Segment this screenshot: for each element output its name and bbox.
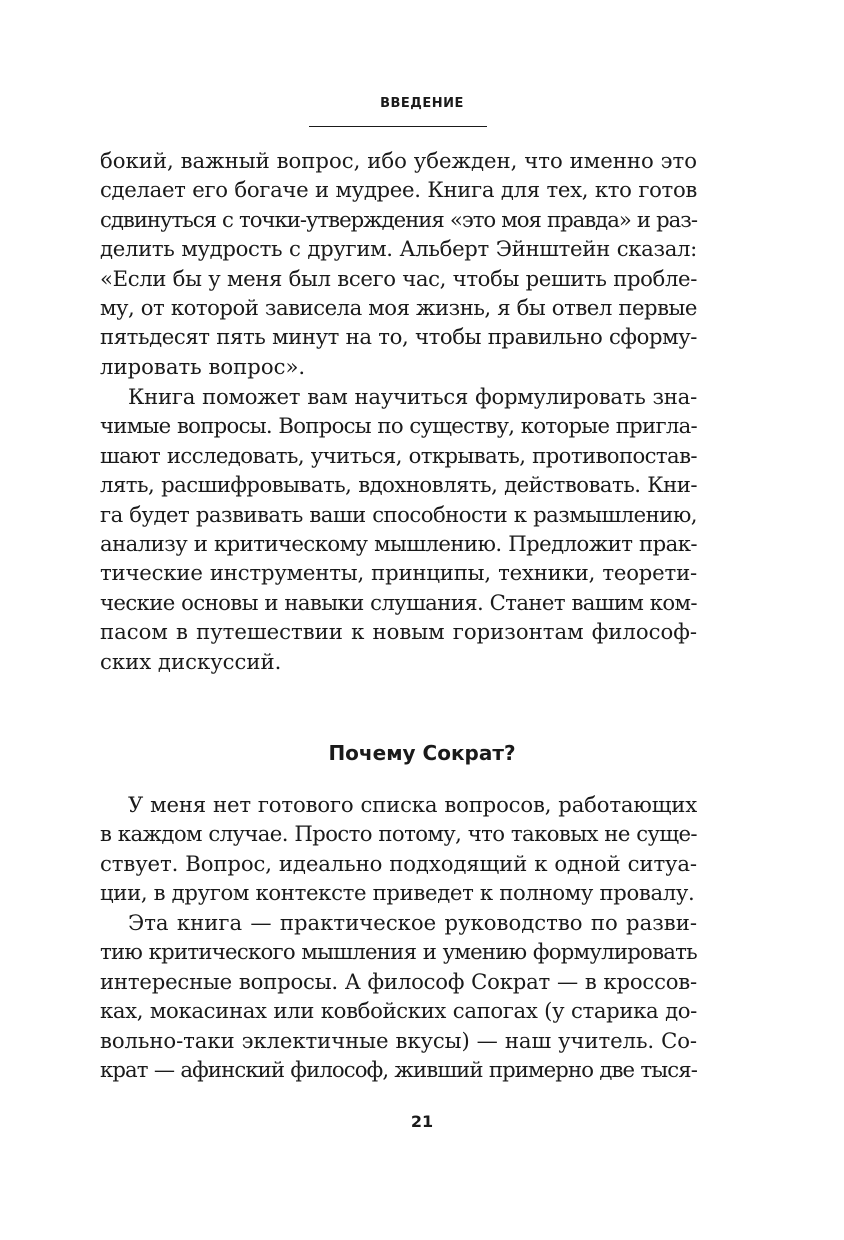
text-line: Эта книга — практическое руководство по разви- [128, 910, 697, 935]
text-line: Книга поможет вам научиться формулировать зна- [128, 384, 697, 409]
text-line: крат — афинский философ, живший примерно две тыся- [100, 1056, 697, 1082]
text-line: му, от которой зависела моя жизнь, я бы отвел первые [100, 294, 697, 320]
paragraph-book-purpose [100, 382, 697, 676]
text-line: вольно-таки эклектичные вкусы) — наш учитель. Со- [100, 1027, 697, 1053]
text-line: лять, расшифровывать, вдохновлять, действовать. Кни- [100, 472, 697, 498]
text-line: ции, в другом контексте приведет к полному провалу. [100, 880, 695, 906]
section-heading: Почему Сократ? [328, 741, 516, 765]
text-line: в каждом случае. Просто потому, что таковых не суще- [100, 821, 697, 847]
text-line: сделает его богаче и мудрее. Книга для тех, кто готов [100, 177, 697, 203]
text-line: сдвинуться с точки-утверждения «это моя правда» и раз- [100, 206, 697, 232]
paragraph-continuation [100, 146, 697, 381]
text-line: бокий, важный вопрос, ибо убежден, что именно это [100, 148, 697, 173]
text-line: ских дискуссий. [100, 648, 282, 674]
page-number: 21 [410, 1112, 434, 1131]
text-line: тию критического мышления и умению формулировать [100, 939, 697, 965]
text-line: интересные вопросы. А философ Сократ — в кроссов- [100, 968, 697, 994]
header-rule [309, 126, 487, 127]
text-line: га будет развивать ваши способности к размышлению, [100, 501, 697, 527]
text-line: У меня нет готового списка вопросов, работающих [128, 792, 697, 817]
running-header: ВВЕДЕНИЕ [380, 96, 464, 111]
text-line: делить мудрость с другим. Альберт Эйнштейн сказал: [100, 236, 697, 262]
text-line: шают исследовать, учиться, открывать, противопостав- [100, 442, 697, 468]
text-line: «Если бы у меня был всего час, чтобы решить пробле- [100, 265, 697, 291]
text-line: чимые вопросы. Вопросы по существу, которые пригла- [100, 413, 697, 439]
text-line: анализу и критическому мышлению. Предложит прак- [100, 530, 697, 556]
text-line: ческие основы и навыки слушания. Станет вашим ком- [100, 589, 697, 615]
paragraph-practical-guide [100, 908, 697, 1084]
text-line: ствует. Вопрос, идеально подходящий к одной ситуа- [100, 850, 697, 876]
text-line: лировать вопрос». [100, 353, 306, 379]
text-line: ках, мокасинах или ковбойских сапогах (у старика до- [100, 998, 697, 1024]
text-line: тические инструменты, принципы, техники, теорети- [100, 560, 697, 586]
text-line: пасом в путешествии к новым горизонтам философ- [100, 619, 697, 645]
paragraph-no-ready-list [100, 790, 697, 908]
text-line: пятьдесят пять минут на то, чтобы правильно сформу- [100, 324, 697, 350]
